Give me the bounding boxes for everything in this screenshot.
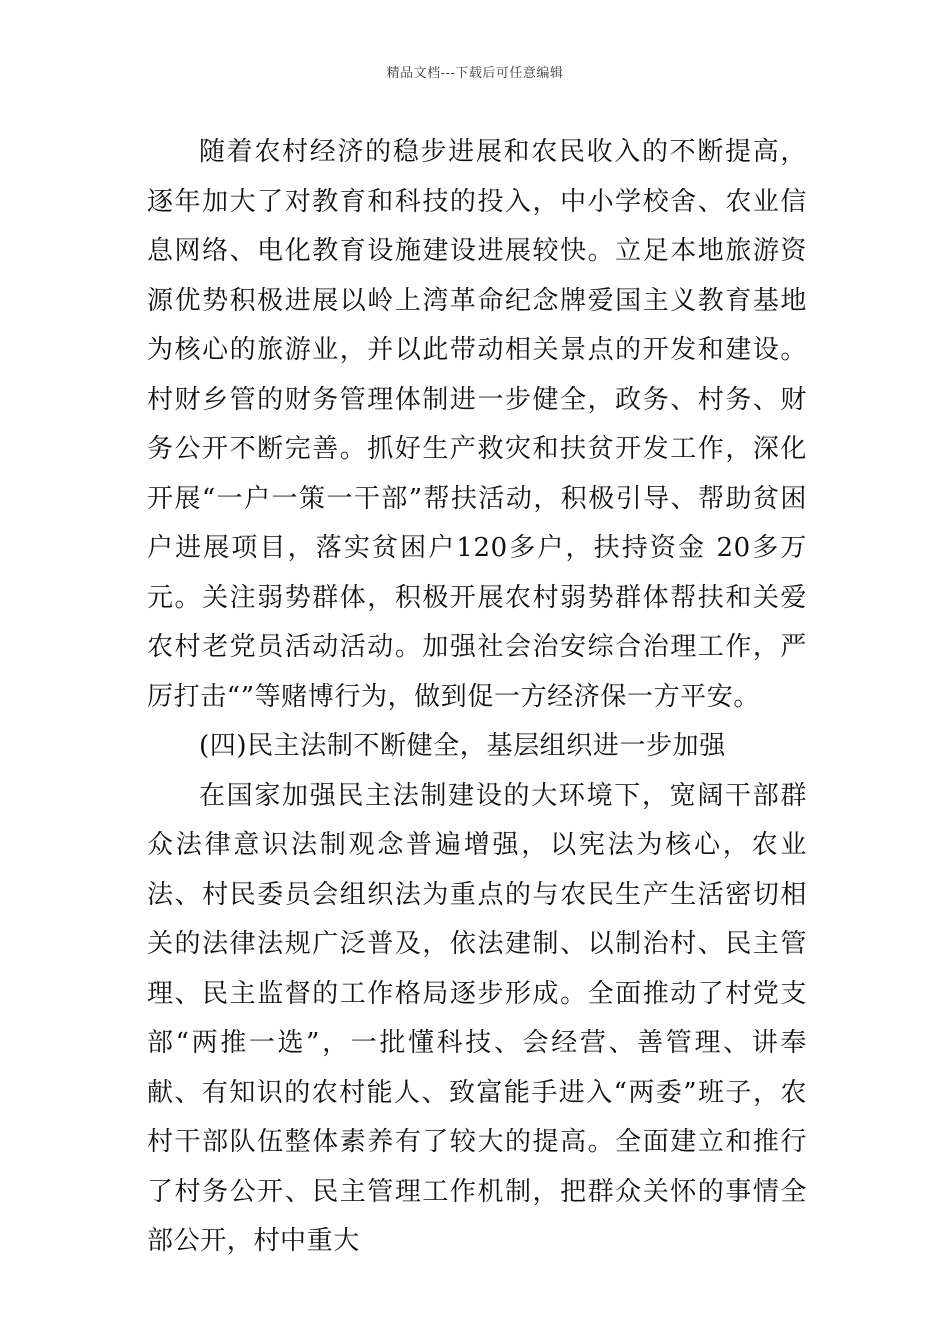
paragraph-democracy-law: 在国家加强民主法制建设的大环境下，宽阔干部群众法律意识法制观念普遍增强，以宪法为核心，农业法、村民委员会组织法为重点的与农民生产生活密切相关的法律法规广泛普及，依法建制、以制治村、民主管理、民主监督的工作格局逐步形成。全面推动了村党支部“两推一选”，一批懂科技、会经营、善管理、讲奉献、有知识的农村能人、致富能手进入“两委”班子，农村干部队伍整体素养有了较大的提高。全面建立和推行了村务公开、民主管理工作机制，把群众关怀的事情全部公开，村中重大 xyxy=(147,780,807,1256)
section-heading-democracy-law: (四)民主法制不断健全，基层组织进一步加强 xyxy=(199,731,726,761)
document-body xyxy=(147,128,807,1267)
paragraph-rural-economy: 随着农村经济的稳步进展和农民收入的不断提高，逐年加大了对教育和科技的投入，中小学校舍、农业信息网络、电化教育设施建设进展较快。立足本地旅游资源优势积极进展以岭上湾革命纪念牌爱国主义教育基地为核心的旅游业，并以此带动相关景点的开发和建设。村财乡管的财务管理体制进一步健全，政务、村务、财务公开不断完善。抓好生产救灾和扶贫开发工作，深化开展“一户一策一干部”帮扶活动，积极引导、帮助贫困户进展项目，落实贫困户120多户，扶持资金 20多万元。关注弱势群体，积极开展农村弱势群体帮扶和关爱农村老党员活动活动。加强社会治安综合治理工作，严厉打击“”等赌博行为，做到促一方经济保一方平安。 xyxy=(147,137,807,712)
page-header: 精品文档---下载后可任意编辑 xyxy=(386,66,564,81)
